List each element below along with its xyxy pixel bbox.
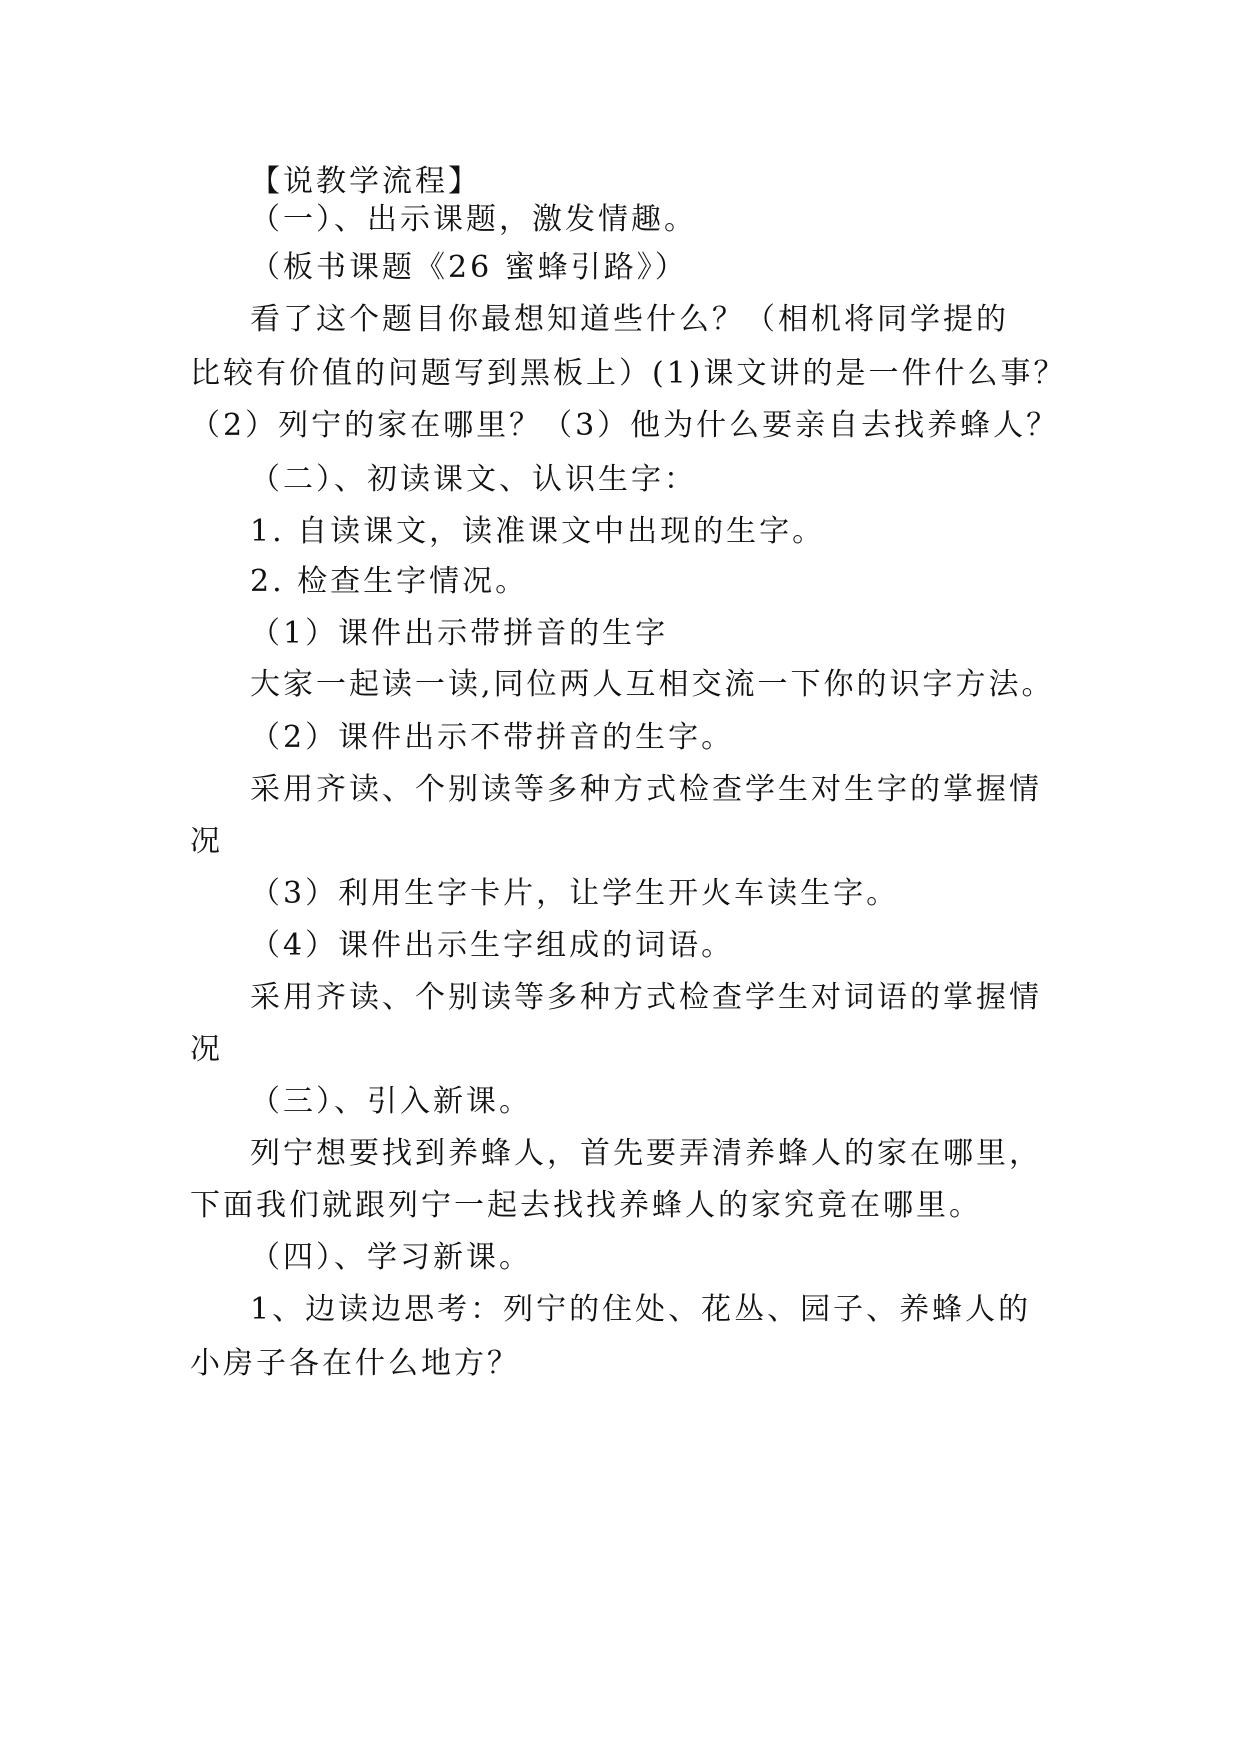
paragraph-line: （3）利用生字卡片，让学生开火车读生字。 — [250, 876, 900, 911]
paragraph-line: 况 — [190, 1032, 223, 1067]
step-heading: （二）、初读课文、认识生字： — [250, 462, 697, 497]
paragraph-line: 2. 检查生字情况。 — [250, 564, 529, 599]
paragraph-line: 1、边读边思考：列宁的住处、花丛、园子、养蜂人的 — [250, 1292, 1032, 1327]
paragraph-line: （2）课件出示不带拼音的生字。 — [250, 720, 735, 755]
paragraph-line: （1）课件出示带拼音的生字 — [250, 616, 669, 651]
paragraph-line: （板书课题《26 蜜蜂引路》） — [250, 250, 688, 285]
step-heading: （四）、学习新课。 — [250, 1240, 532, 1275]
step-heading: （三）、引入新课。 — [250, 1084, 532, 1119]
paragraph-line: 小房子各在什么地方？ — [190, 1346, 520, 1381]
paragraph-line: 看了这个题目你最想知道些什么？（相机将同学提的 — [250, 302, 1009, 337]
paragraph-line: （4）课件出示生字组成的词语。 — [250, 928, 735, 963]
section-heading: 【说教学流程】 — [250, 164, 481, 199]
paragraph-line: 大家一起读一读,同位两人互相交流一下你的识字方法。 — [250, 667, 1055, 702]
paragraph-line: 列宁想要找到养蜂人，首先要弄清养蜂人的家在哪里， — [250, 1136, 1042, 1171]
step-heading: （一）、出示课题，激发情趣。 — [250, 202, 697, 237]
paragraph-line: 比较有价值的问题写到黑板上）(1)课文讲的是一件什么事？ — [190, 356, 1067, 391]
paragraph-line: 采用齐读、个别读等多种方式检查学生对词语的掌握情 — [250, 980, 1042, 1015]
paragraph-line: 采用齐读、个别读等多种方式检查学生对生字的掌握情 — [250, 772, 1042, 807]
paragraph-line: 1. 自读课文，读准课文中出现的生字。 — [250, 514, 826, 549]
paragraph-line: （2）列宁的家在哪里？（3）他为什么要亲自去找养蜂人？ — [190, 408, 1060, 443]
paragraph-line: 况 — [190, 824, 223, 859]
paragraph-line: 下面我们就跟列宁一起去找找养蜂人的家究竟在哪里。 — [190, 1188, 982, 1223]
